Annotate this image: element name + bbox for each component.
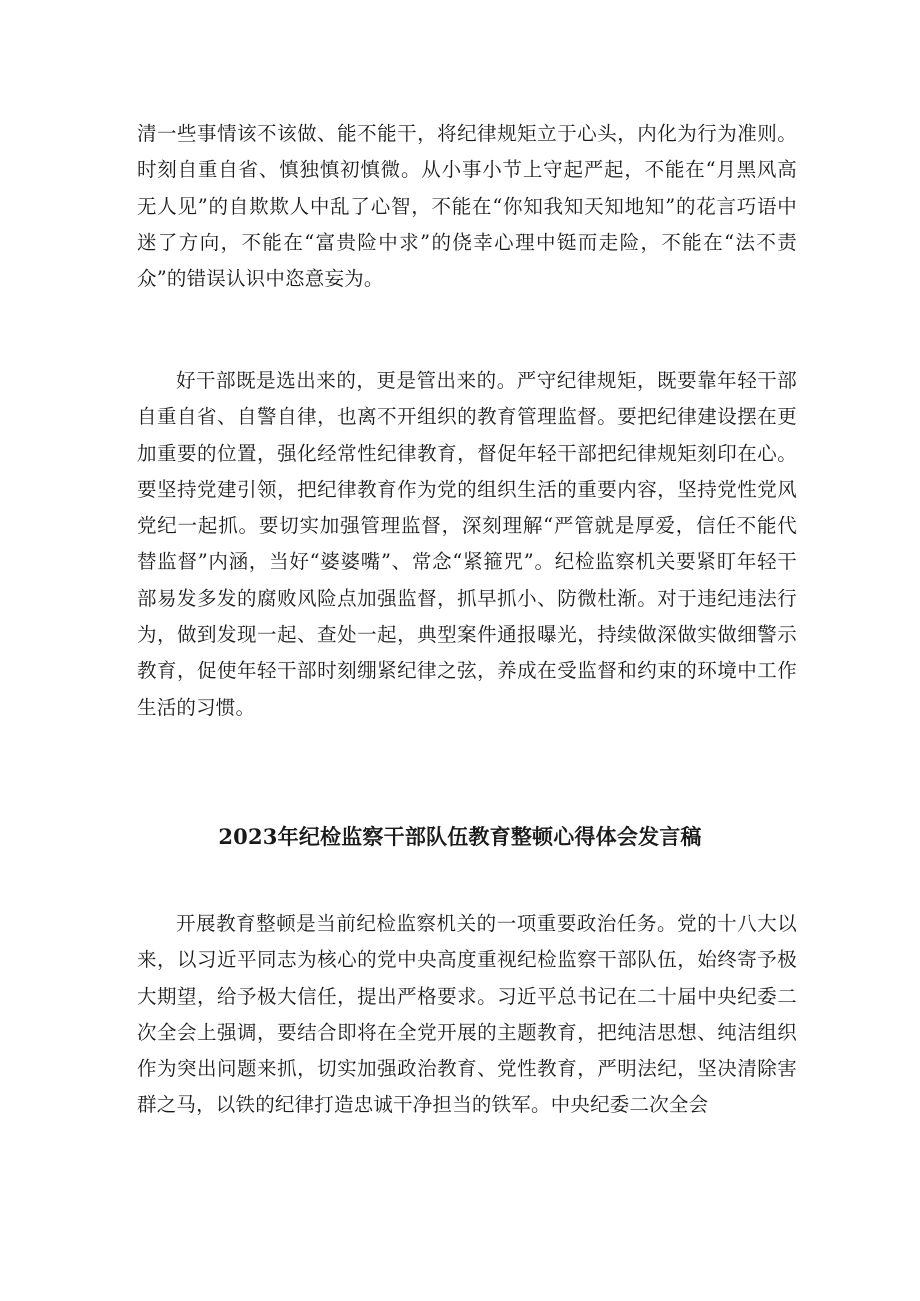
section-paragraph-1: 开展教育整顿是当前纪检监察机关的一项重要政治任务。党的十八大以来，以习近平同志为核心的党中央高度重视纪检监察干部队伍，始终寄予极大期望，给予极大信任，提出严格要求。习近平总书记在二十届中央纪委二次全会上强调，要结合即将在全党开展的主题教育，把纯洁思想、纯洁组织作为突出问题来抓，切实加强政治教育、党性教育，严明法纪，坚决清除害群之马，以铁的纪律打造忠诚干净担当的铁军。中央纪委二次全会 <box>137 912 797 1117</box>
body-paragraph-1: 清一些事情该不该做、能不能干，将纪律规矩立于心头，内化为行为准则。时刻自重自省、慎独慎初慎微。从小事小节上守起严起，不能在“月黑风高无人见”的自欺欺人中乱了心智，不能在“你知我知天知地知”的花言巧语中迷了方向，不能在“富贵险中求”的侥幸心理中铤而走险，不能在“法不责众”的错误认识中恣意妄为。 <box>137 122 797 291</box>
body-paragraph-2: 好干部既是选出来的，更是管出来的。严守纪律规矩，既要靠年轻干部自重自省、自警自律，也离不开组织的教育管理监督。要把纪律建设摆在更加重要的位置，强化经常性纪律教育，督促年轻干部把纪律规矩刻印在心。要坚持党建引领，把纪律教育作为党的组织生活的重要内容，坚持党性党风党纪一起抓。要切实加强管理监督，深刻理解“严管就是厚爱，信任不能代替监督”内涵，当好“婆婆嘴”、常念“紧箍咒”。纪检监察机关要紧盯年轻干部易发多发的腐败风险点加强监督，抓早抓小、防微杜渐。对于违纪违法行为，做到发现一起、查处一起，典型案件通报曝光，持续做深做实做细警示教育，促使年轻干部时刻绷紧纪律之弦，养成在受监督和约束的环境中工作生活的习惯。 <box>137 369 797 719</box>
section-heading: 2023年纪检监察干部队伍教育整顿心得体会发言稿 <box>218 824 702 849</box>
